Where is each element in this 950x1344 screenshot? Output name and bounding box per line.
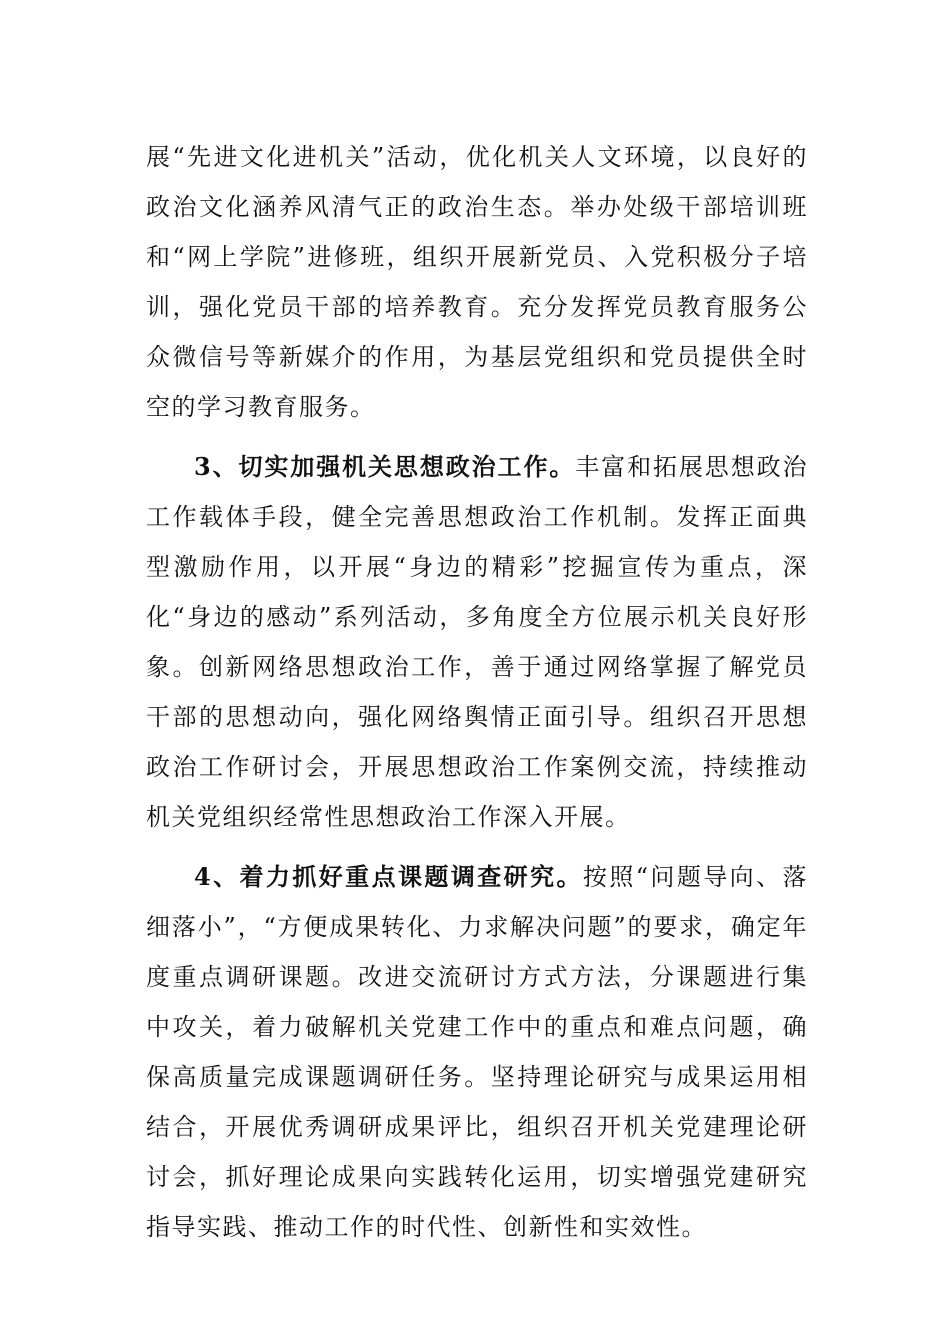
- paragraph-section-4: [146, 852, 808, 1252]
- paragraph-continuation: [146, 132, 808, 432]
- document-body: [146, 132, 808, 1252]
- paragraph-text: 丰富和拓展思想政治工作载体手段，健全完善思想政治工作机制。发挥正面典型激励作用，以开展“身边的精彩”挖掘宣传为重点，深化“身边的感动”系列活动，多角度全方位展示机关良好形象。创新网络思想政治工作，善于通过网络掌握了解党员干部的思想动向，强化网络舆情正面引导。组织召开思想政治工作研讨会，开展思想政治工作案例交流，持续推动机关党组织经常性思想政治工作深入开展。: [146, 453, 808, 831]
- section-heading-4: 4、着力抓好重点课题调查研究。: [194, 862, 583, 891]
- paragraph-text: 按照“问题导向、落细落小”，“方便成果转化、力求解决问题”的要求，确定年度重点调研课题。改进交流研讨方式方法，分课题进行集中攻关，着力破解机关党建工作中的重点和难点问题，确保高质量完成课题调研任务。坚持理论研究与成果运用相结合，开展优秀调研成果评比，组织召开机关党建理论研讨会，抓好理论成果向实践转化运用，切实增强党建研究指导实践、推动工作的时代性、创新性和实效性。: [146, 863, 808, 1241]
- section-heading-3: 3、切实加强机关思想政治工作。: [194, 452, 576, 481]
- paragraph-section-3: [146, 442, 808, 842]
- paragraph-text: 展“先进文化进机关”活动，优化机关人文环境，以良好的政治文化涵养风清气正的政治生态。举办处级干部培训班和“网上学院”进修班，组织开展新党员、入党积极分子培训，强化党员干部的培养教育。充分发挥党员教育服务公众微信号等新媒介的作用，为基层党组织和党员提供全时空的学习教育服务。: [146, 143, 808, 421]
